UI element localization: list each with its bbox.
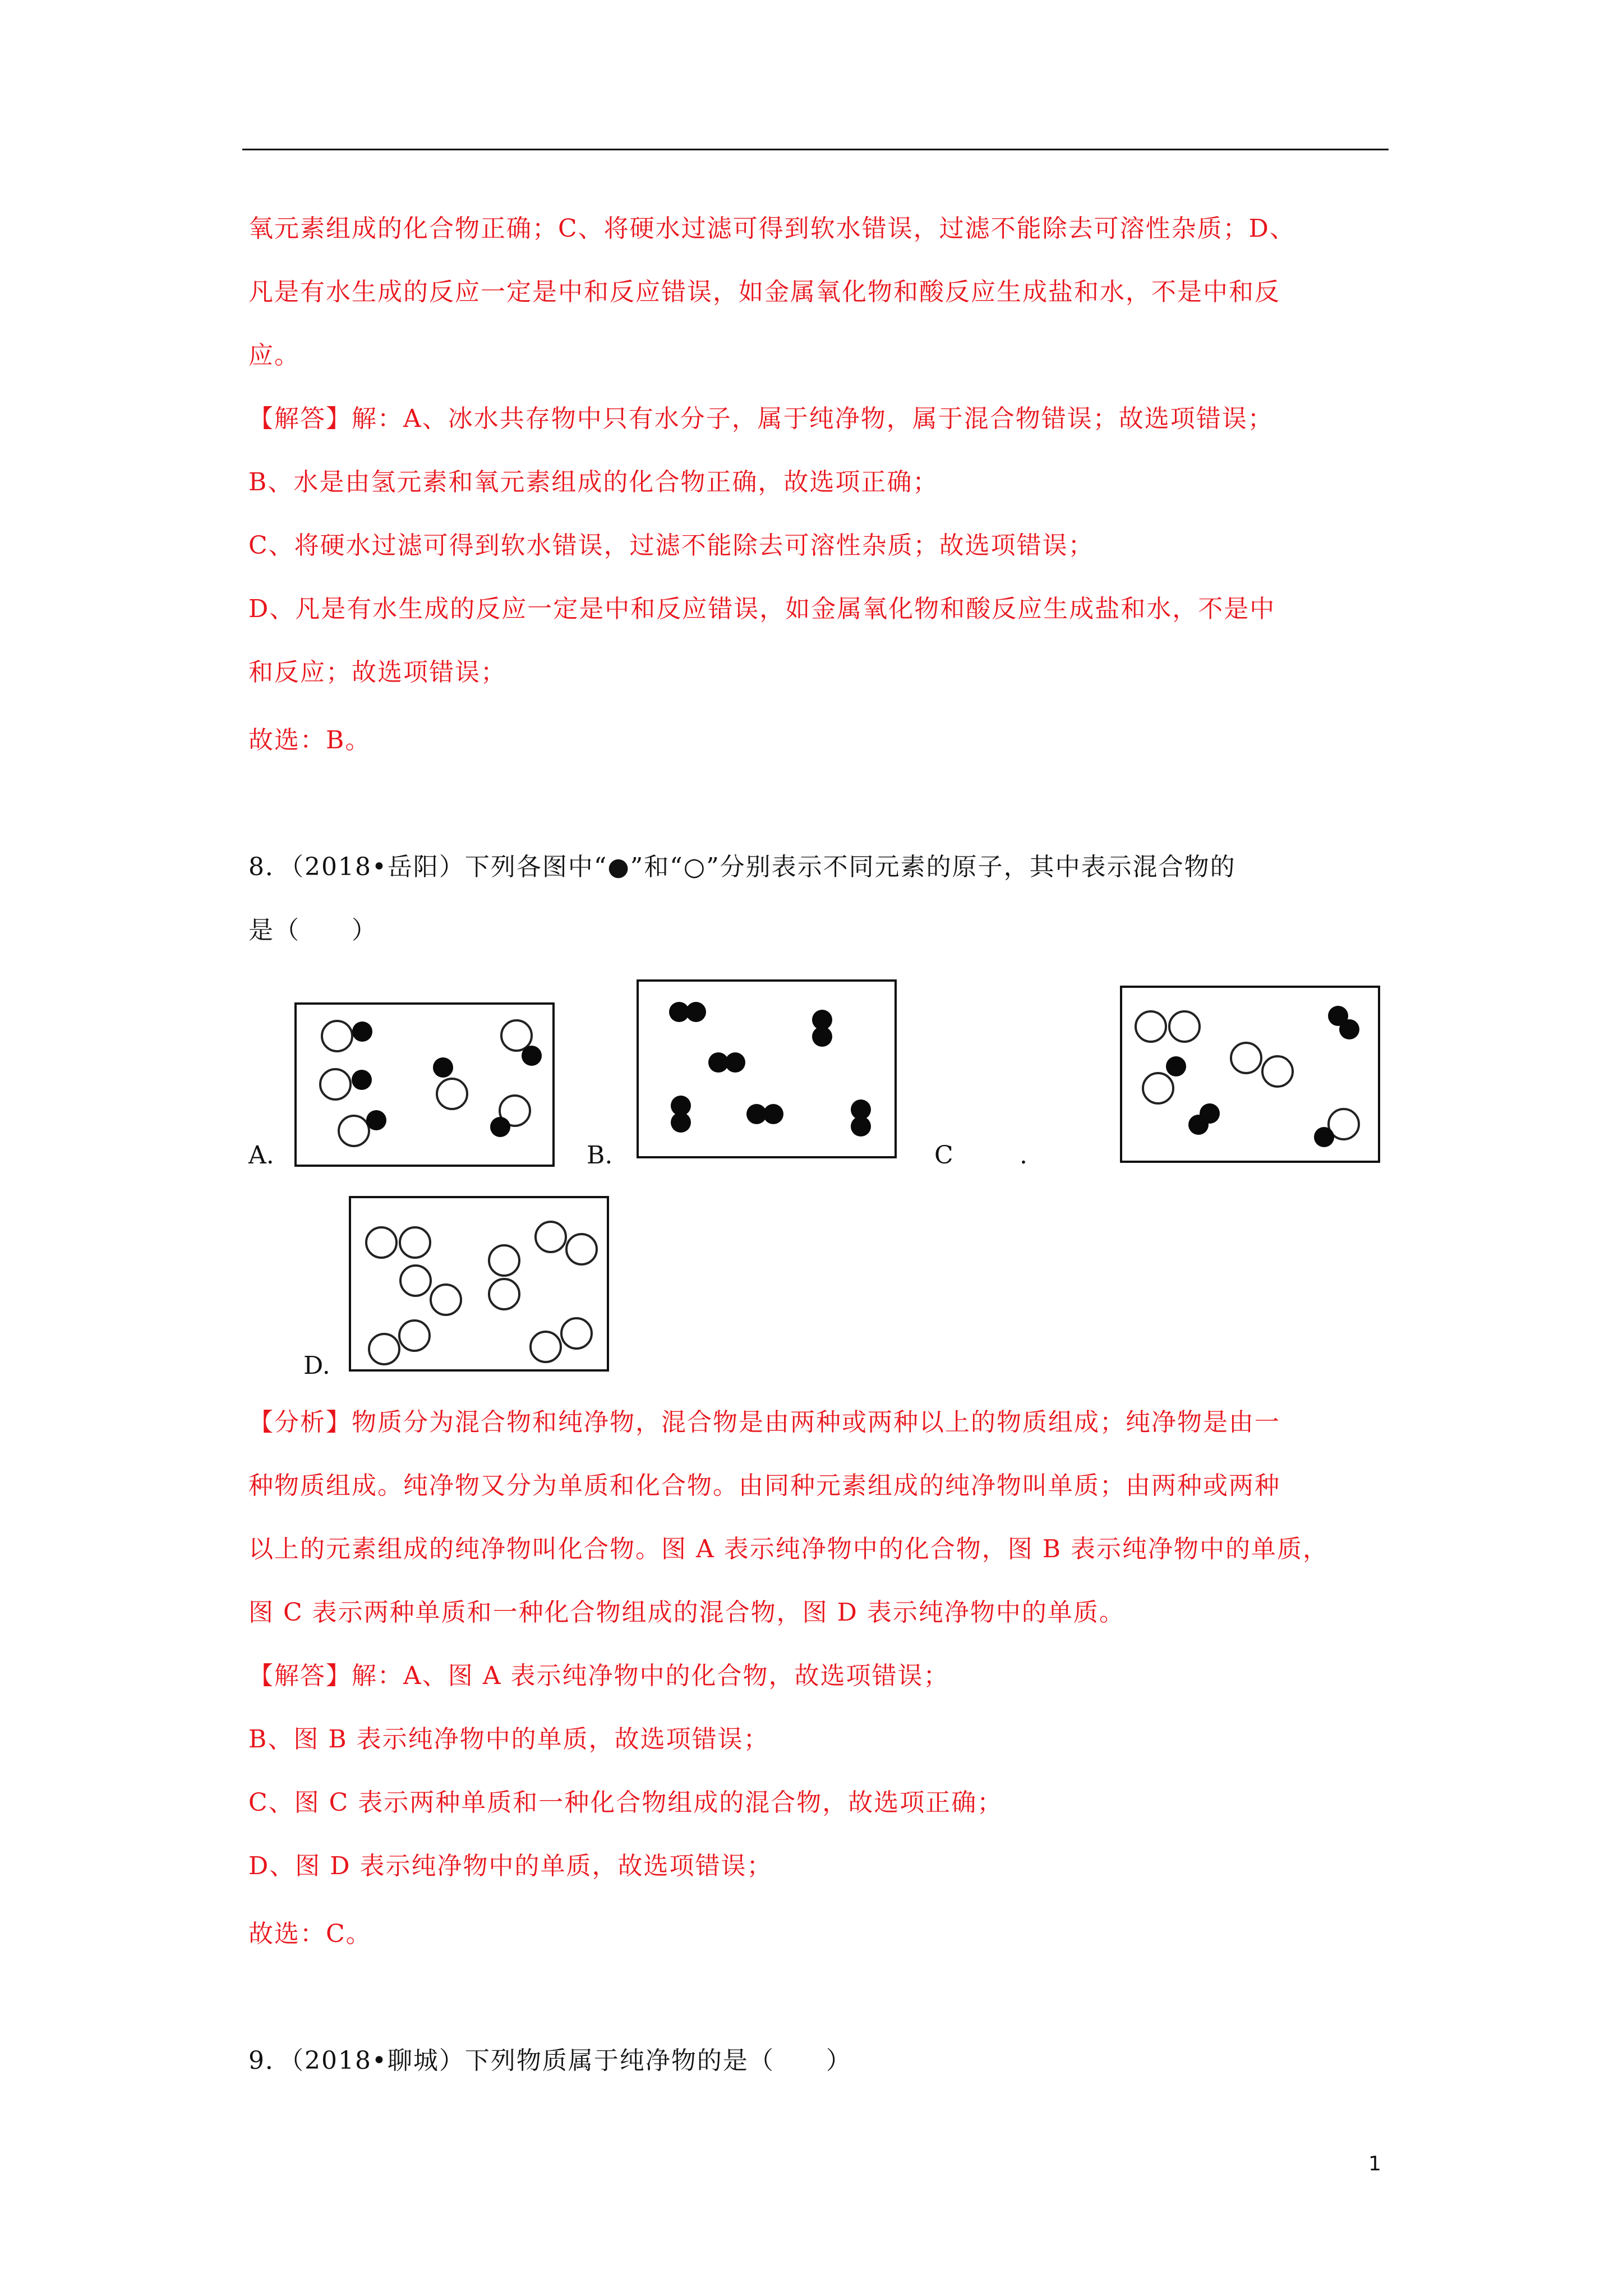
option-c-label: C <box>934 1141 953 1170</box>
white-atom <box>488 1278 520 1310</box>
option-c-dot: . <box>1020 1141 1027 1170</box>
option-a-diagram <box>294 1002 555 1167</box>
analysis-line: 图 C 表示两种单质和一种化合物组成的混合物，图 D 表示纯净物中的单质。 <box>248 1598 1125 1627</box>
white-atom <box>565 1233 598 1266</box>
black-atom <box>433 1057 453 1078</box>
black-atom <box>522 1046 542 1066</box>
black-atom <box>352 1022 372 1042</box>
option-d-label: D. <box>303 1351 330 1380</box>
answer-line: 和反应；故选项错误； <box>248 658 506 687</box>
white-atom <box>398 1319 431 1352</box>
white-atom <box>338 1115 370 1147</box>
white-atom <box>560 1317 593 1350</box>
black-atom <box>851 1116 871 1137</box>
white-atom <box>399 1264 432 1297</box>
option-a-label: A. <box>248 1141 274 1170</box>
answer-line: 故选：B。 <box>248 726 371 754</box>
analysis-line: 种物质组成。纯净物又分为单质和化合物。由同种元素组成的纯净物叫单质；由两种或两种 <box>248 1471 1280 1500</box>
analysis-line: 氧元素组成的化合物正确；C、将硬水过滤可得到软水错误，过滤不能除去可溶性杂质；D、 <box>248 214 1295 243</box>
option-b-diagram <box>637 979 897 1158</box>
white-atom <box>1135 1010 1167 1043</box>
black-atom <box>1339 1019 1359 1039</box>
page-number: 1 <box>1368 2152 1381 2175</box>
black-atom <box>1314 1127 1334 1147</box>
header-rule <box>242 149 1389 150</box>
white-atom <box>368 1333 400 1365</box>
answer-line: D、图 D 表示纯净物中的单质，故选项错误； <box>248 1852 773 1880</box>
white-atom <box>1261 1055 1294 1088</box>
black-atom <box>1188 1115 1209 1135</box>
answer-line: D、凡是有水生成的反应一定是中和反应错误，如金属氧化物和酸反应生成盐和水，不是中 <box>248 595 1276 623</box>
white-atom <box>430 1283 462 1316</box>
analysis-line: 【分析】物质分为混合物和纯净物，混合物是由两种或两种以上的物质组成；纯净物是由一 <box>248 1408 1280 1437</box>
answer-line: C、将硬水过滤可得到软水错误，过滤不能除去可溶性杂质；故选项错误； <box>248 531 1094 560</box>
white-atom <box>436 1078 468 1110</box>
answer-line: B、图 B 表示纯净物中的单质，故选项错误； <box>248 1725 769 1754</box>
analysis-line: 凡是有水生成的反应一定是中和反应错误，如金属氧化物和酸反应生成盐和水，不是中和反 <box>248 278 1280 306</box>
black-atom <box>490 1117 510 1137</box>
white-atom <box>399 1226 431 1259</box>
option-c-diagram <box>1120 986 1380 1163</box>
white-atom <box>319 1068 352 1101</box>
black-atom <box>352 1070 372 1090</box>
answer-line: C、图 C 表示两种单质和一种化合物组成的混合物，故选项正确； <box>248 1788 1003 1817</box>
answer-line: 【解答】解：A、冰水共存物中只有水分子，属于纯净物，属于混合物错误；故选项错误； <box>248 404 1274 433</box>
white-atom <box>488 1244 520 1277</box>
option-b-label: B. <box>587 1141 613 1170</box>
answer-line: 故选：C。 <box>248 1920 372 1948</box>
analysis-line: 以上的元素组成的纯净物叫化合物。图 A 表示纯净物中的化合物，图 B 表示纯净物中的单质， <box>248 1535 1329 1563</box>
white-atom <box>365 1226 398 1259</box>
answer-line: B、水是由氢元素和氧元素组成的化合物正确，故选项正确； <box>248 468 939 496</box>
analysis-line: 应。 <box>248 341 300 370</box>
white-atom <box>321 1020 353 1052</box>
black-atom <box>366 1110 386 1130</box>
white-atom <box>1142 1072 1174 1105</box>
question-8-text: 是（ ） <box>248 916 377 945</box>
white-atom <box>1168 1010 1201 1043</box>
option-d-diagram <box>349 1196 609 1372</box>
question-9-text: 9．（2018•聊城）下列物质属于纯净物的是（ ） <box>248 2046 852 2075</box>
black-atom <box>671 1112 691 1133</box>
black-atom <box>725 1052 745 1073</box>
black-atom <box>763 1104 783 1124</box>
answer-line: 【解答】解：A、图 A 表示纯净物中的化合物，故选项错误； <box>248 1662 949 1690</box>
black-atom <box>1166 1056 1186 1076</box>
white-atom <box>534 1221 567 1253</box>
question-8-text: 8．（2018•岳阳）下列各图中“●”和“○”分别表示不同元素的原子，其中表示混合物的 <box>248 853 1236 881</box>
black-atom <box>812 1027 832 1047</box>
black-atom <box>686 1002 706 1022</box>
white-atom <box>529 1331 562 1363</box>
white-atom <box>1230 1042 1262 1074</box>
